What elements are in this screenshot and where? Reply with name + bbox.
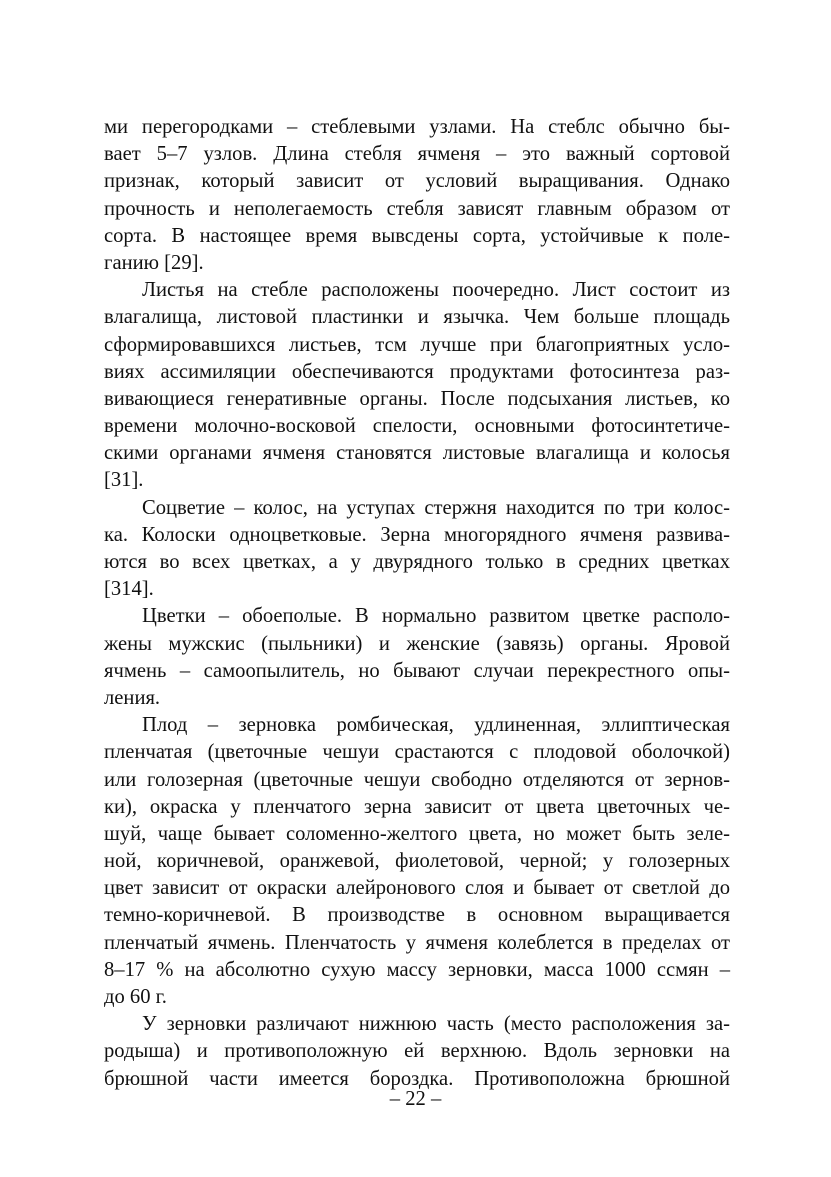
paragraph-leaves: [104, 277, 730, 495]
text-line: пленчатая (цветочные чешуи срастаются с плодовой оболочкой): [104, 741, 730, 764]
text-line: Соцветие – колос, на уступах стержня находится по три колос-: [142, 496, 730, 519]
text-line: ной, коричневой, оранжевой, фиолетовой, черной; у голозерных: [104, 850, 730, 873]
text-line: жены мужскис (пыльники) и женские (завязь) органы. Яровой: [104, 632, 730, 655]
text-line: шуй, чаще бывает соломенно-желтого цвета, но может быть зеле-: [104, 822, 730, 845]
paragraph-flowers: [104, 603, 730, 712]
text-line: [314].: [104, 578, 154, 601]
text-line: виях ассимиляции обеспечиваются продуктами фотосинтеза раз-: [104, 360, 730, 383]
text-line: времени молочно-восковой спелости, основными фотосинтетиче-: [104, 415, 730, 438]
text-line: сорта. В настоящее время вывсдены сорта, устойчивые к поле-: [104, 224, 730, 247]
page-number: – 22 –: [389, 1088, 442, 1110]
text-line: прочность и неполегаемость стебля зависят главным образом от: [104, 197, 730, 220]
text-line: пленчатый ячмень. Пленчатость у ячменя колеблется в пределах от: [104, 931, 730, 954]
text-line: Плод – зерновка ромбическая, удлиненная, эллиптическая: [142, 714, 730, 737]
paragraph-grain-parts: [104, 1011, 730, 1093]
text-line: 8–17 % на абсолютно сухую массу зерновки, масса 1000 ссмян –: [104, 958, 730, 981]
text-line: ются во всех цветках, а у двурядного только в средних цветках: [104, 551, 730, 573]
text-line: Цветки – обоеполые. В нормально развитом цветке располо-: [142, 605, 730, 628]
text-line: признак, который зависит от условий выращивания. Однако: [104, 170, 730, 193]
text-line: брюшной части имеется бороздка. Противоположна брюшной: [104, 1067, 730, 1090]
text-line: ка. Колоски одноцветковые. Зерна многорядного ячменя развива-: [104, 523, 730, 546]
text-line: ячмень – самоопылитель, но бывают случаи перекрестного опы-: [104, 659, 730, 682]
text-line: [31].: [104, 469, 144, 492]
text-line: влагалища, листовой пластинки и язычка. Чем больше площадь: [104, 306, 730, 329]
text-line: сформировавшихся листьев, тсм лучше при благоприятных усло-: [104, 333, 730, 356]
text-line: У зерновки различают нижнюю часть (место расположения за-: [142, 1013, 730, 1036]
text-line: ми перегородками – стеблевыми узлами. На стеблс обычно бы-: [104, 116, 730, 138]
text-line: до 60 г.: [104, 986, 167, 1008]
text-line: вает 5–7 узлов. Длина стебля ячменя – это важный сортовой: [104, 143, 730, 166]
text-line: Листья на стебле расположены поочередно. Лист состоит из: [142, 279, 730, 302]
text-line: вивающиеся генеративные органы. После подсыхания листьев, ко: [104, 387, 730, 410]
text-line: ления.: [104, 686, 161, 709]
text-line: или голозерная (цветочные чешуи свободно отделяются от зернов-: [104, 768, 730, 791]
text-line: ки), окраска у пленчатого зерна зависит от цвета цветочных че-: [104, 795, 730, 818]
text-line: родыша) и противоположную ей верхнюю. Вдоль зерновки на: [104, 1040, 730, 1063]
paragraph-inflorescence: [104, 495, 730, 604]
text-line: ганию [29].: [104, 251, 204, 274]
paragraph-stem-nodes: [104, 114, 730, 277]
paragraph-fruit: [104, 712, 730, 1011]
text-line: темно-коричневой. В производстве в основном выращивается: [104, 904, 730, 927]
text-line: цвет зависит от окраски алейронового слоя и бывает от светлой до: [104, 877, 730, 900]
text-line: скими органами ячменя становятся листовые влагалища и колосья: [104, 442, 730, 465]
body-text: [104, 114, 730, 1093]
